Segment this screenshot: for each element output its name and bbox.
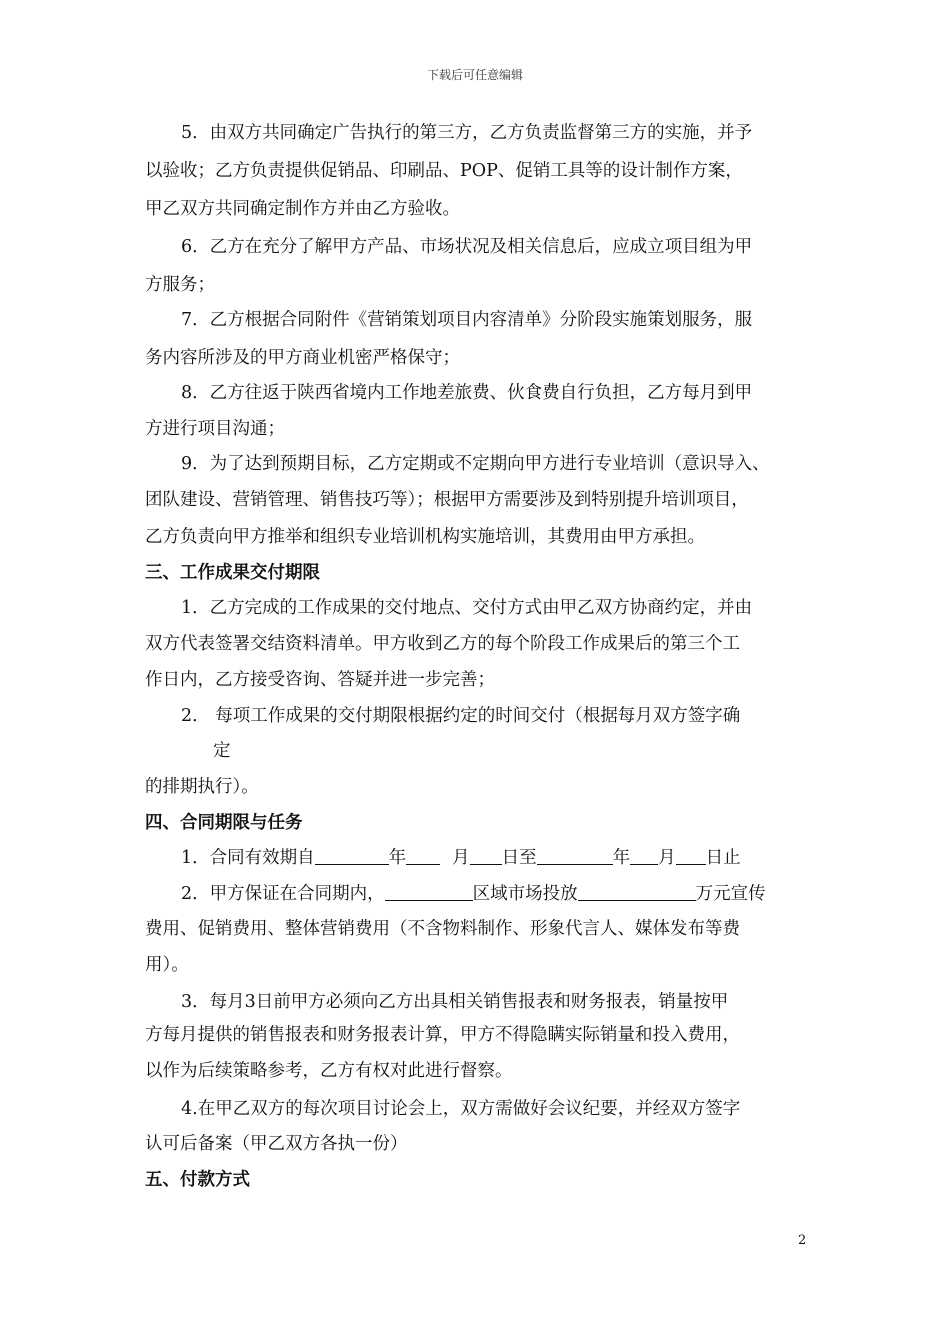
page-number: 2 (798, 1233, 807, 1248)
investment-line (181, 882, 766, 905)
paragraph-line: 务内容所涉及的甲方商业机密严格保守； (145, 348, 460, 368)
section-heading: 五、付款方式 (145, 1170, 250, 1190)
paragraph-line: 作日内，乙方接受咨询、答疑并进一步完善； (145, 670, 495, 690)
blank-field (385, 882, 473, 901)
paragraph-line: 以作为后续策略参考，乙方有权对此进行督察。 (145, 1061, 513, 1081)
paragraph-text: 万元宣传 (695, 884, 766, 904)
paragraph-text: 月 (452, 848, 470, 868)
paragraph-text: 年 (388, 848, 407, 868)
section-heading: 四、合同期限与任务 (145, 813, 303, 833)
section-heading: 三、工作成果交付期限 (145, 563, 320, 583)
paragraph-line: 定 (213, 741, 231, 761)
paragraph-text: 日至 (501, 848, 537, 868)
paragraph-line: 1．乙方完成的工作成果的交付地点、交付方式由甲乙双方协商约定，并由 (181, 598, 753, 618)
paragraph-line: 甲乙双方共同确定制作方并由乙方验收。 (145, 199, 460, 219)
paragraph-line: 用）。 (145, 955, 189, 975)
paragraph-line: 5．由双方共同确定广告执行的第三方，乙方负责监督第三方的实施，并予 (181, 123, 753, 143)
blank-field (315, 846, 389, 865)
paragraph-line: 方服务； (145, 275, 215, 295)
paragraph-line: 8．乙方往返于陕西省境内工作地差旅费、伙食费自行负担，乙方每月到甲 (181, 383, 753, 403)
blank-field (470, 846, 502, 865)
paragraph-text: 日止 (705, 848, 741, 868)
paragraph-line: 4.在甲乙双方的每次项目讨论会上，双方需做好会议纪要，并经双方签字 (181, 1099, 741, 1119)
paragraph-line: 的排期执行）。 (145, 777, 259, 797)
contract-term-line (181, 846, 741, 869)
paragraph-line: 2． 每项工作成果的交付期限根据约定的时间交付（根据每月双方签字确 (181, 706, 741, 726)
paragraph-text: 2．甲方保证在合同期内， (181, 884, 385, 904)
paragraph-line: 9．为了达到预期目标，乙方定期或不定期向甲方进行专业培训（意识导入、 (181, 454, 770, 474)
paragraph-line: 方进行项目沟通； (145, 419, 285, 439)
blank-field (578, 882, 696, 901)
paragraph-text: 年 (612, 848, 631, 868)
blank-field (676, 846, 706, 865)
paragraph-text: 月 (658, 848, 676, 868)
paragraph-line: 乙方负责向甲方推举和组织专业培训机构实施培训，其费用由甲方承担。 (145, 527, 705, 547)
paragraph-line: 团队建设、营销管理、销售技巧等）；根据甲方需要涉及到特别提升培训项目， (145, 490, 749, 510)
paragraph-line: 6．乙方在充分了解甲方产品、市场状况及相关信息后，应成立项目组为甲 (181, 237, 753, 257)
paragraph-line: 7．乙方根据合同附件《营销策划项目内容清单》分阶段实施策划服务，服 (181, 310, 753, 330)
blank-field (630, 846, 658, 865)
paragraph-line: 双方代表签署交结资料清单。甲方收到乙方的每个阶段工作成果后的第三个工 (145, 634, 740, 654)
paragraph-text: 区域市场投放 (472, 884, 578, 904)
blank-field (406, 846, 440, 865)
paragraph-line: 3．每月3日前甲方必须向乙方出具相关销售报表和财务报表，销量按甲 (181, 992, 729, 1012)
paragraph-line: 方每月提供的销售报表和财务报表计算，甲方不得隐瞒实际销量和投入费用， (145, 1025, 740, 1045)
paragraph-text: 1．合同有效期自 (181, 848, 315, 868)
page-header: 下载后可任意编辑 (426, 68, 523, 82)
paragraph-line: 费用、促销费用、整体营销费用（不含物料制作、形象代言人、媒体发布等费 (145, 919, 740, 939)
paragraph-line: 认可后备案（甲乙双方各执一份） (145, 1134, 408, 1154)
blank-field (537, 846, 613, 865)
paragraph-line: 以验收；乙方负责提供促销品、印刷品、POP、促销工具等的设计制作方案， (145, 161, 743, 181)
